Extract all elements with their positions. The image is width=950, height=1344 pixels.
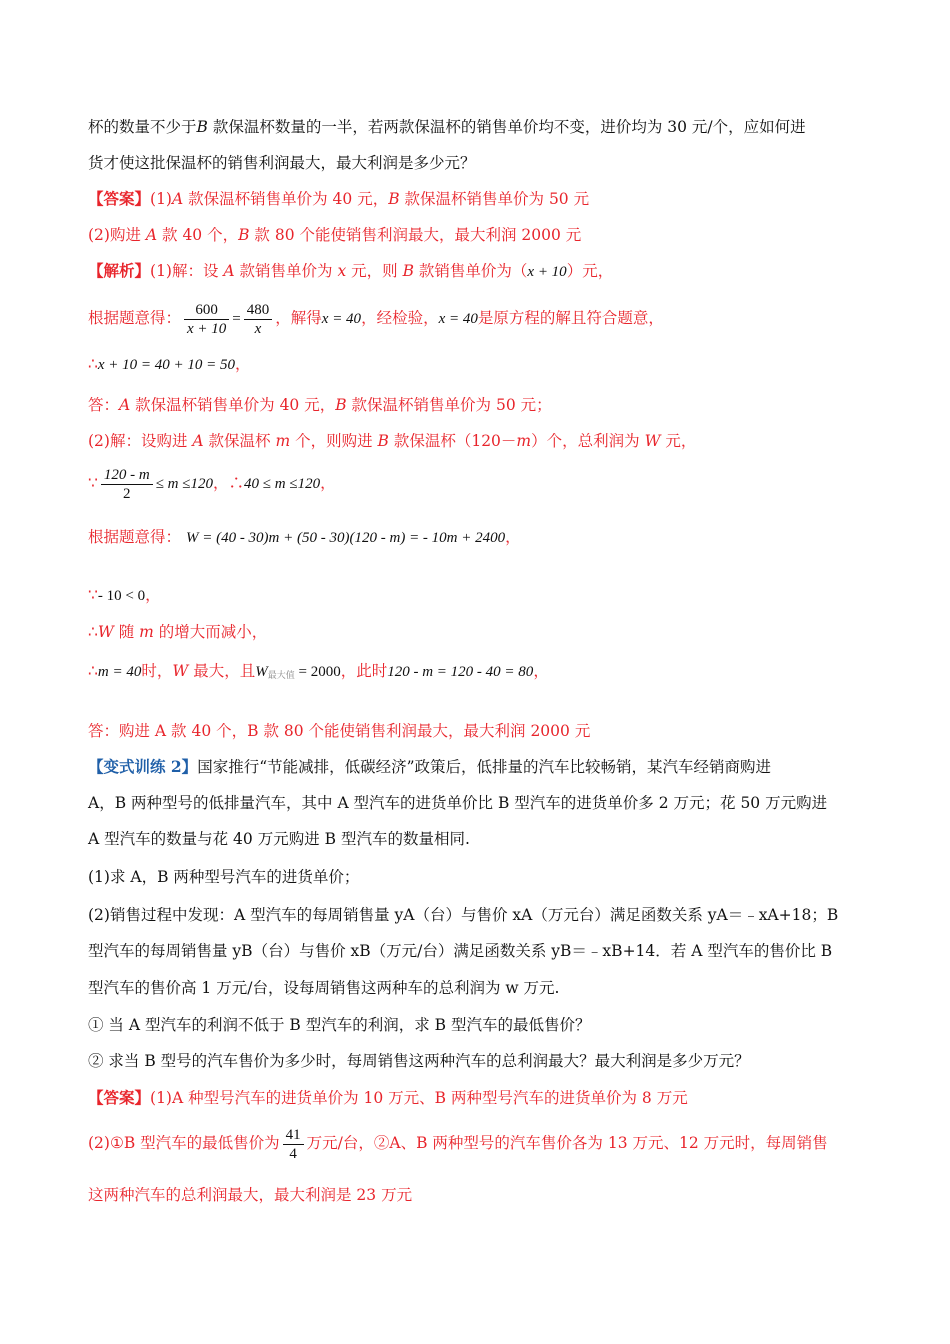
equation-line-1: 根据题意得： $\frac{600}{x + 10}$ = $\frac{480}{x}$ ，解得x = 40，经检验，x = 40是原方程的解且符合题意， bbox=[88, 301, 664, 337]
analysis-line-8: ∵- 10 < 0， bbox=[88, 586, 161, 604]
analysis-line-10: ∴m = 40时，W 最大，且$W_{最大值} = 2000$，此时120 - m = 120 - 40 = 80， bbox=[88, 662, 549, 681]
variant-line-9: ② 求当 B 型号的汽车售价为多少时，每周销售这两种汽车的总利润最大？最大利润是多少万元？ bbox=[88, 1052, 750, 1070]
analysis-line-1: 【解析】(1)解：设 A 款销售单价为 x 元，则 B 款销售单价为（x + 10）元， bbox=[88, 261, 614, 280]
variant-line-4: (1)求 A，B 两种型号汽车的进货单价； bbox=[88, 868, 360, 886]
fraction-600: $\frac{600}{x + 10}$ bbox=[184, 301, 229, 338]
problem-line-2: 货才使这批保温杯的销售利润最大，最大利润是多少元？ bbox=[88, 154, 476, 172]
variant-line-1: 【变式训练 2】国家推行“节能减排，低碳经济”政策后，低排量的汽车比较畅销，某汽车经销商购进 bbox=[88, 757, 772, 776]
answer-line-2: (2)购进 A 款 40 个，B 款 80 个能使销售利润最大，最大利润 2000 元 bbox=[88, 226, 582, 244]
variant-line-5: (2)销售过程中发现：A 型汽车的每周销售量 yA（台）与售价 xA（万元台）满足函数关系 yA＝﹣xA+18；B bbox=[88, 906, 839, 924]
analysis-line-9: ∴W 随 m 的增大而减小， bbox=[88, 623, 268, 641]
variant-answer-tag: 【答案】 bbox=[88, 1088, 151, 1107]
fraction-120-m: $\frac{120 - m}{2}$ bbox=[101, 466, 153, 503]
variant-answer-line-3: 这两种汽车的总利润最大，最大利润是 23 万元 bbox=[88, 1186, 413, 1204]
analysis-line-7: 根据题意得： W = (40 - 30)m + (50 - 30)(120 - m) = - 10m + 2400， bbox=[88, 528, 521, 546]
variant-line-7: 型汽车的售价高 1 万元/台，设每周销售这两种车的总利润为 w 万元. bbox=[88, 979, 560, 997]
variant-line-2: A，B 两种型号的低排量汽车，其中 A 型汽车的进货单价比 B 型汽车的进货单价多 2 万元；花 50 万元购进 bbox=[88, 794, 828, 812]
variant-line-3: A 型汽车的数量与花 40 万元购进 B 型汽车的数量相同. bbox=[88, 830, 470, 848]
analysis-line-5: (2)解：设购进 A 款保温杯 m 个，则购进 B 款保温杯（120－m）个，总利润为 W 元， bbox=[88, 432, 697, 450]
analysis-line-4: 答：A 款保温杯销售单价为 40 元，B 款保温杯销售单价为 50 元； bbox=[88, 396, 552, 414]
fraction-480: $\frac{480}{x}$ bbox=[244, 301, 273, 338]
analysis-conclusion: 答：购进 A 款 40 个，B 款 80 个能使销售利润最大，最大利润 2000 元 bbox=[88, 722, 591, 740]
answer-line-1: 【答案】(1)A 款保温杯销售单价为 40 元，B 款保温杯销售单价为 50 元 bbox=[88, 189, 590, 208]
analysis-line-3: ∴x + 10 = 40 + 10 = 50， bbox=[88, 355, 251, 373]
variant-line-6: 型汽车的每周销售量 yB（台）与售价 xB（万元/台）满足函数关系 yB＝﹣xB+14．若 A 型汽车的售价比 B bbox=[88, 942, 833, 960]
analysis-line-6: ∵ $\frac{120 - m}{2}$ ≤ m ≤120，∴40 ≤ m ≤120， bbox=[88, 466, 336, 502]
analysis-tag: 【解析】 bbox=[88, 261, 151, 280]
problem-line-1: 杯的数量不少于B 款保温杯数量的一半，若两款保温杯的销售单价均不变，进价均为 30 元/个，应如何进 bbox=[88, 118, 806, 136]
fraction-41-4: $\frac{41}{4}$ bbox=[283, 1126, 304, 1163]
variant-answer-line-2: (2)①B 型汽车的最低售价为 $\frac{41}{4}$ 万元/台，②A、B 两种型号的汽车售价各为 13 万元、12 万元时，每周销售 bbox=[88, 1126, 828, 1162]
variant-tag: 【变式训练 2】 bbox=[88, 757, 198, 776]
answer-tag: 【答案】 bbox=[88, 189, 151, 208]
variant-answer-line-1: 【答案】(1)A 种型号汽车的进货单价为 10 万元、B 两种型号汽车的进货单价为 8 万元 bbox=[88, 1088, 688, 1107]
variant-line-8: ① 当 A 型汽车的利润不低于 B 型汽车的利润，求 B 型汽车的最低售价？ bbox=[88, 1016, 591, 1034]
